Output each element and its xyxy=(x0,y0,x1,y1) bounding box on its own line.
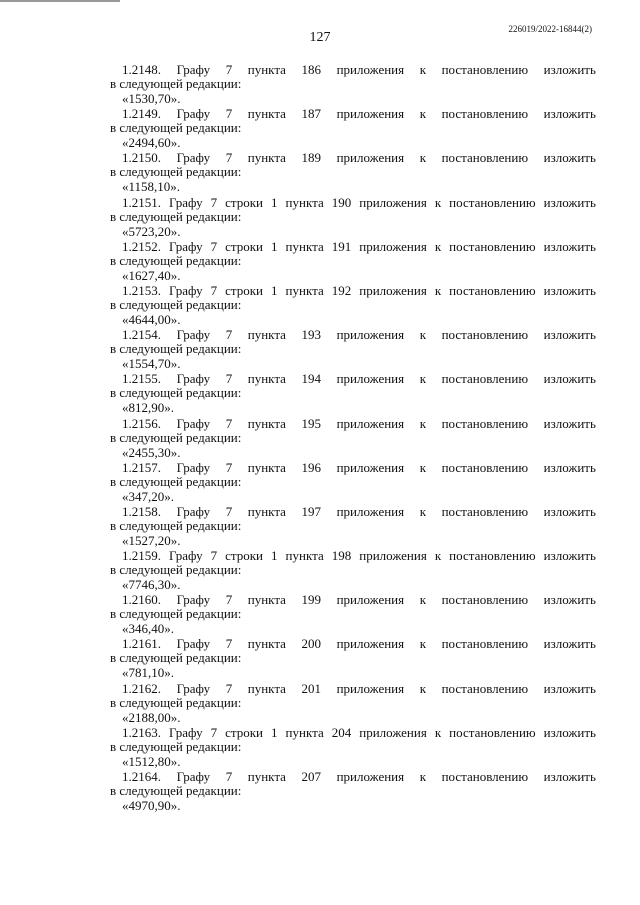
amendment-item xyxy=(110,769,596,813)
heading-word: приложения xyxy=(336,680,405,696)
heading-word: 7 xyxy=(225,371,233,387)
heading-word: приложения xyxy=(359,548,427,564)
heading-word: Графу xyxy=(169,282,203,298)
heading-word: к xyxy=(419,769,427,784)
heading-word: приложения xyxy=(336,636,405,652)
amendment-heading xyxy=(110,636,596,651)
heading-word: 198 xyxy=(331,548,352,564)
heading-word: к xyxy=(419,636,427,652)
amendment-heading xyxy=(110,150,596,165)
heading-word: 191 xyxy=(331,238,352,254)
heading-word: пункта xyxy=(247,371,286,387)
heading-word: к xyxy=(419,371,427,387)
heading-word: постановлению xyxy=(441,106,529,122)
heading-word: 199 xyxy=(301,592,321,608)
heading-word: Графу xyxy=(176,592,211,608)
heading-word: постановлению xyxy=(441,327,529,343)
amendment-item xyxy=(110,548,596,592)
amendment-continuation: в следующей редакции: xyxy=(110,429,242,445)
heading-word: приложения xyxy=(336,327,405,343)
heading-word: приложения xyxy=(336,415,405,431)
amendment-value: «1554,70». xyxy=(122,356,181,372)
heading-word: изложить xyxy=(543,769,596,784)
heading-word: Графу xyxy=(176,459,211,475)
heading-word: 1.2159. xyxy=(122,548,161,564)
heading-word: к xyxy=(419,327,427,343)
heading-word: постановлению xyxy=(449,194,536,210)
heading-word: 1 xyxy=(271,548,278,564)
amendment-heading xyxy=(110,283,596,298)
amendment-value: «812,90». xyxy=(122,400,174,416)
heading-word: к xyxy=(419,415,427,431)
heading-word: постановлению xyxy=(441,150,529,166)
amendment-value: «781,10». xyxy=(122,665,174,681)
heading-word: Графу xyxy=(169,724,203,740)
heading-word: изложить xyxy=(543,327,596,343)
heading-word: строки xyxy=(225,194,264,210)
amendment-heading xyxy=(110,725,596,740)
heading-word: 1.2158. xyxy=(122,503,161,519)
heading-word: 1.2163. xyxy=(122,724,161,740)
heading-word: пункта xyxy=(285,238,324,254)
amendment-value: «1527,20». xyxy=(122,532,181,548)
amendment-value: «1530,70». xyxy=(122,91,181,106)
heading-word: пункта xyxy=(247,636,286,652)
heading-word: 7 xyxy=(225,415,233,431)
amendment-heading xyxy=(110,106,596,121)
heading-word: 7 xyxy=(225,769,233,784)
heading-word: Графу xyxy=(176,327,211,343)
heading-word: строки xyxy=(225,238,264,254)
heading-word: изложить xyxy=(543,636,596,652)
heading-word: 190 xyxy=(331,194,352,210)
heading-word: постановлению xyxy=(449,282,536,298)
heading-word: 196 xyxy=(301,459,321,475)
heading-word: постановлению xyxy=(449,238,536,254)
heading-word: постановлению xyxy=(441,459,529,475)
amendment-value: «1158,10». xyxy=(122,179,181,195)
document-code: 226019/2022-16844(2) xyxy=(508,24,592,34)
heading-word: постановлению xyxy=(441,62,529,77)
heading-word: пункта xyxy=(247,680,286,696)
amendment-value: «4644,00». xyxy=(122,311,181,327)
heading-word: пункта xyxy=(285,548,324,564)
amendment-heading xyxy=(110,592,596,607)
heading-word: 7 xyxy=(225,680,233,696)
heading-word: 7 xyxy=(225,327,233,343)
amendment-continuation: в следующей редакции: xyxy=(110,296,242,312)
amendment-heading xyxy=(110,548,596,563)
heading-word: 197 xyxy=(301,503,321,519)
amendment-item xyxy=(110,195,596,239)
heading-word: 7 xyxy=(210,238,218,254)
heading-word: 7 xyxy=(225,150,233,166)
amendment-continuation: в следующей редакции: xyxy=(110,517,242,533)
amendment-heading xyxy=(110,327,596,342)
heading-word: к xyxy=(419,459,427,475)
heading-word: к xyxy=(419,150,427,166)
heading-word: 1.2164. xyxy=(122,769,161,784)
top-rule xyxy=(0,0,120,2)
heading-word: к xyxy=(434,282,442,298)
heading-word: постановлению xyxy=(441,636,529,652)
heading-word: изложить xyxy=(543,503,596,519)
amendment-continuation: в следующей редакции: xyxy=(110,606,242,622)
heading-word: изложить xyxy=(543,282,596,298)
amendment-value: «4970,90». xyxy=(122,798,181,813)
heading-word: изложить xyxy=(543,724,596,740)
heading-word: изложить xyxy=(543,592,596,608)
amendment-continuation: в следующей редакции: xyxy=(110,252,242,268)
heading-word: 207 xyxy=(301,769,321,784)
heading-word: 7 xyxy=(225,106,233,122)
heading-word: 1.2162. xyxy=(122,680,161,696)
heading-word: пункта xyxy=(247,769,286,784)
amendment-continuation: в следующей редакции: xyxy=(110,473,242,489)
amendment-item xyxy=(110,636,596,680)
amendment-item xyxy=(110,106,596,150)
page-number: 127 xyxy=(309,30,331,45)
heading-word: к xyxy=(419,680,427,696)
amendment-item xyxy=(110,62,596,106)
heading-word: 1.2160. xyxy=(122,592,161,608)
amendment-continuation: в следующей редакции: xyxy=(110,208,242,224)
amendment-heading xyxy=(110,371,596,386)
heading-word: к xyxy=(419,106,427,122)
heading-word: 193 xyxy=(301,327,321,343)
heading-word: пункта xyxy=(247,327,286,343)
heading-word: Графу xyxy=(169,238,203,254)
heading-word: 186 xyxy=(301,62,321,77)
amendment-continuation: в следующей редакции: xyxy=(110,120,242,136)
heading-word: 1.2154. xyxy=(122,327,161,343)
heading-word: постановлению xyxy=(441,371,529,387)
amendment-heading xyxy=(110,681,596,696)
heading-word: изложить xyxy=(543,194,596,210)
amendment-item xyxy=(110,327,596,371)
heading-word: Графу xyxy=(176,62,211,77)
heading-word: пункта xyxy=(247,415,286,431)
amendment-item xyxy=(110,150,596,194)
heading-word: 7 xyxy=(225,503,233,519)
heading-word: постановлению xyxy=(441,680,529,696)
heading-word: 1 xyxy=(271,194,278,210)
heading-word: к xyxy=(434,724,442,740)
heading-word: 1.2150. xyxy=(122,150,161,166)
heading-word: Графу xyxy=(176,680,211,696)
heading-word: изложить xyxy=(543,459,596,475)
amendment-heading xyxy=(110,416,596,431)
heading-word: изложить xyxy=(543,106,596,122)
amendment-value: «1627,40». xyxy=(122,267,181,283)
amendment-item xyxy=(110,504,596,548)
amendment-heading xyxy=(110,460,596,475)
amendment-item xyxy=(110,239,596,283)
heading-word: приложения xyxy=(336,459,405,475)
heading-word: приложения xyxy=(336,769,405,784)
amendment-heading xyxy=(110,195,596,210)
heading-word: постановлению xyxy=(449,724,536,740)
amendment-heading xyxy=(110,504,596,519)
amendment-heading xyxy=(110,769,596,784)
heading-word: 7 xyxy=(210,194,218,210)
heading-word: изложить xyxy=(543,150,596,166)
amendment-value: «5723,20». xyxy=(122,223,181,239)
heading-word: изложить xyxy=(543,415,596,431)
heading-word: к xyxy=(434,194,442,210)
heading-word: Графу xyxy=(169,194,203,210)
heading-word: Графу xyxy=(176,371,211,387)
heading-word: к xyxy=(434,238,442,254)
amendment-item xyxy=(110,416,596,460)
heading-word: Графу xyxy=(176,150,211,166)
amendment-item xyxy=(110,681,596,725)
amendment-continuation: в следующей редакции: xyxy=(110,650,242,666)
heading-word: пункта xyxy=(247,503,286,519)
heading-word: 7 xyxy=(225,636,233,652)
heading-word: 1.2153. xyxy=(122,282,161,298)
heading-word: постановлению xyxy=(441,769,529,784)
heading-word: 1.2148. xyxy=(122,62,161,77)
heading-word: 7 xyxy=(210,548,218,564)
amendment-value: «7746,30». xyxy=(122,577,181,593)
heading-word: Графу xyxy=(169,548,203,564)
heading-word: 1.2156. xyxy=(122,415,161,431)
amendment-value: «2188,00». xyxy=(122,709,181,725)
heading-word: пункта xyxy=(247,592,286,608)
heading-word: изложить xyxy=(543,548,596,564)
heading-word: 204 xyxy=(331,724,352,740)
heading-word: 189 xyxy=(301,150,321,166)
heading-word: постановлению xyxy=(441,592,529,608)
heading-word: 1.2151. xyxy=(122,194,161,210)
amendment-continuation: в следующей редакции: xyxy=(110,738,242,754)
heading-word: пункта xyxy=(285,194,324,210)
amendment-continuation: в следующей редакции: xyxy=(110,76,242,91)
heading-word: приложения xyxy=(336,106,405,122)
heading-word: строки xyxy=(225,282,264,298)
heading-word: 192 xyxy=(331,282,352,298)
heading-word: 1.2157. xyxy=(122,459,161,475)
document-body xyxy=(110,62,596,813)
heading-word: постановлению xyxy=(441,415,529,431)
amendment-continuation: в следующей редакции: xyxy=(110,164,242,180)
heading-word: к xyxy=(419,503,427,519)
heading-word: приложения xyxy=(336,592,405,608)
heading-word: 7 xyxy=(210,282,218,298)
heading-word: постановлению xyxy=(441,503,529,519)
heading-word: Графу xyxy=(176,106,211,122)
heading-word: пункта xyxy=(247,62,286,77)
heading-word: строки xyxy=(225,548,264,564)
amendment-item xyxy=(110,725,596,769)
heading-word: изложить xyxy=(543,371,596,387)
heading-word: приложения xyxy=(359,238,427,254)
heading-word: изложить xyxy=(543,680,596,696)
heading-word: Графу xyxy=(176,503,211,519)
amendment-value: «2455,30». xyxy=(122,444,181,460)
amendment-continuation: в следующей редакции: xyxy=(110,694,242,710)
heading-word: пункта xyxy=(247,459,286,475)
heading-word: 187 xyxy=(301,106,321,122)
heading-word: Графу xyxy=(176,636,211,652)
heading-word: пункта xyxy=(247,106,286,122)
heading-word: 200 xyxy=(301,636,321,652)
heading-word: 194 xyxy=(301,371,321,387)
amendment-item xyxy=(110,283,596,327)
amendment-continuation: в следующей редакции: xyxy=(110,385,242,401)
heading-word: 1 xyxy=(271,282,278,298)
heading-word: 7 xyxy=(225,459,233,475)
heading-word: 7 xyxy=(225,62,233,77)
amendment-item xyxy=(110,592,596,636)
amendment-value: «1512,80». xyxy=(122,753,181,769)
heading-word: изложить xyxy=(543,62,596,77)
heading-word: пункта xyxy=(247,150,286,166)
amendment-heading xyxy=(110,62,596,77)
heading-word: 1 xyxy=(271,238,278,254)
heading-word: приложения xyxy=(359,194,427,210)
heading-word: 1.2155. xyxy=(122,371,161,387)
heading-word: 1.2149. xyxy=(122,106,161,122)
heading-word: строки xyxy=(225,724,264,740)
heading-word: приложения xyxy=(359,724,427,740)
amendment-continuation: в следующей редакции: xyxy=(110,562,242,578)
amendment-value: «347,20». xyxy=(122,488,174,504)
heading-word: приложения xyxy=(336,503,405,519)
heading-word: к xyxy=(419,62,427,77)
heading-word: 1.2152. xyxy=(122,238,161,254)
heading-word: 1 xyxy=(271,724,278,740)
heading-word: 7 xyxy=(225,592,233,608)
heading-word: постановлению xyxy=(449,548,536,564)
heading-word: 195 xyxy=(301,415,321,431)
amendment-continuation: в следующей редакции: xyxy=(110,783,242,798)
heading-word: 7 xyxy=(210,724,218,740)
amendment-value: «2494,60». xyxy=(122,135,181,151)
heading-word: изложить xyxy=(543,238,596,254)
heading-word: пункта xyxy=(285,282,324,298)
heading-word: приложения xyxy=(359,282,427,298)
heading-word: приложения xyxy=(336,62,405,77)
heading-word: 201 xyxy=(301,680,321,696)
amendment-item xyxy=(110,460,596,504)
heading-word: 1.2161. xyxy=(122,636,161,652)
heading-word: Графу xyxy=(176,415,211,431)
heading-word: Графу xyxy=(176,769,211,784)
heading-word: приложения xyxy=(336,371,405,387)
amendment-item xyxy=(110,371,596,415)
heading-word: пункта xyxy=(285,724,324,740)
amendment-heading xyxy=(110,239,596,254)
heading-word: к xyxy=(419,592,427,608)
amendment-value: «346,40». xyxy=(122,621,174,637)
heading-word: к xyxy=(434,548,442,564)
amendment-continuation: в следующей редакции: xyxy=(110,341,242,357)
heading-word: приложения xyxy=(336,150,405,166)
